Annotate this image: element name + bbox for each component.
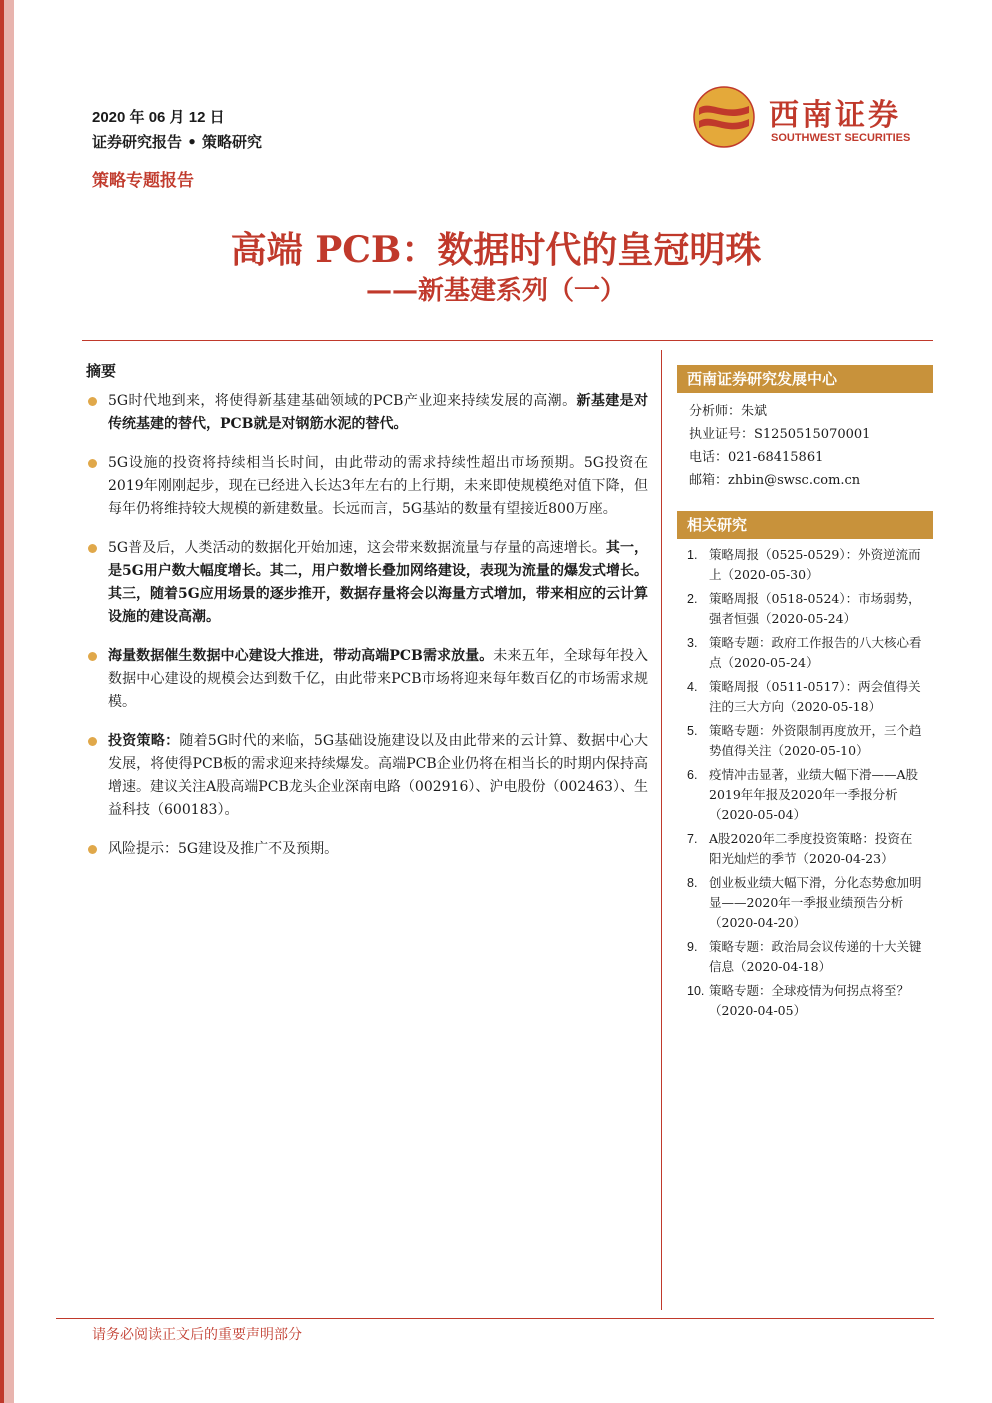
footer-notice: 请务必阅读正文后的重要声明部分: [92, 1327, 302, 1343]
related-research-item[interactable]: 6. 疫情冲击显著，业绩大幅下滑——A股2019年年报及2020年一季报分析（2020-05-04）: [687, 767, 919, 822]
bullet-bold-text: 新基建是对传统基建的替代，PCB就是对钢筋水泥的替代。: [108, 393, 648, 432]
related-research-panel: [677, 511, 933, 1025]
bullet-dot-icon: [88, 845, 97, 854]
left-accent-bar: [0, 0, 14, 1403]
related-research-item[interactable]: 4. 策略周报（0511-0517）：两会值得关注的三大方向（2020-05-18）: [687, 679, 921, 714]
abstract-bullet: [86, 452, 648, 521]
bullet-text: 随着5G时代的来临，5G基础设施建设以及由此带来的云计算、数据中心大发展，将使得PCB板的需求迎来持续爆发。高端PCB企业仍将在相当长的时期内保持高增速。建议关注A股高端PCB龙头企业深南电路（002916）、沪电股份（002463）、生益科技（600183）。: [108, 733, 649, 818]
related-research-header: 相关研究: [677, 511, 933, 539]
related-research-item[interactable]: 1. 策略周报（0525-0529）：外资逆流而上（2020-05-30）: [687, 547, 921, 582]
related-research-item[interactable]: 8. 创业板业绩大幅下滑，分化态势愈加明显——2020年一季报业绩预告分析（2020-04-20）: [687, 875, 922, 930]
company-logo: [693, 86, 933, 152]
abstract-bullet: [86, 838, 648, 861]
header-divider: [82, 340, 933, 341]
column-divider: [661, 350, 662, 1310]
bullet-text: 5G设施的投资将持续相当长时间，由此带动的需求持续性超出市场预期。5G投资在2019年刚刚起步，现在已经进入长达3年左右的上行期，未来即使规模绝对值下降，但每年仍将维持较大规模的新建数量。长远而言，5G基站的数量有望接近800万座。: [108, 455, 648, 517]
abstract-bullet: [86, 390, 648, 436]
bullet-text: 5G普及后，人类活动的数据化开始加速，这会带来数据流量与存量的高速增长。: [108, 540, 606, 556]
related-research-item[interactable]: 10. 策略专题：全球疫情为何拐点将至？（2020-04-05）: [687, 983, 910, 1018]
bullet-dot-icon: [88, 737, 97, 746]
bullet-dot-icon: [88, 544, 97, 553]
report-series: 证券研究报告 • 策略研究: [92, 133, 263, 151]
bullet-bold-text: 其一，是5G用户数大幅度增长。其二，用户数增长叠加网络建设，表现为流量的爆发式增长。其三，随着5G应用场景的逐步推开，数据存量将会以海量方式增加，带来相应的云计算设施的建设高潮。: [108, 540, 649, 625]
abstract-bullet: [86, 645, 648, 714]
report-subtitle: ——新基建系列（一）: [365, 276, 626, 306]
bullet-dot-icon: [88, 652, 97, 661]
logo-english-name: SOUTHWEST SECURITIES: [771, 132, 911, 144]
bullet-bold-text: 投资策略：: [108, 733, 180, 749]
bullet-bold-text: 海量数据催生数据中心建设大推进，带动高端PCB需求放量。: [108, 648, 494, 664]
analyst-info: [677, 393, 933, 492]
report-date: 2020 年 06 月 12 日: [92, 109, 225, 126]
related-research-item[interactable]: 5. 策略专题：外资限制再度放开，三个趋势值得关注（2020-05-10）: [687, 723, 922, 758]
analyst-license: 执业证号：S1250515070001: [689, 427, 871, 442]
analyst-name: 分析师：朱斌: [689, 404, 768, 419]
related-research-item[interactable]: 7. A股2020年二季度投资策略：投资在阳光灿烂的季节（2020-04-23）: [687, 831, 913, 866]
analyst-panel: [677, 365, 933, 492]
bullet-text: 5G时代地到来，将使得新基建基础领域的PCB产业迎来持续发展的高潮。: [108, 393, 577, 409]
analyst-phone: 电话：021-68415861: [689, 450, 824, 465]
bullet-dot-icon: [88, 397, 97, 406]
bullet-dot-icon: [88, 459, 97, 468]
bullet-text: 风险提示：5G建设及推广不及预期。: [108, 841, 339, 857]
logo-mark-icon: [693, 86, 755, 148]
report-title: 高端 PCB：数据时代的皇冠明珠: [230, 229, 762, 271]
analyst-email[interactable]: 邮箱：zhbin@swsc.com.cn: [689, 473, 861, 488]
abstract-bullet: [86, 537, 648, 629]
footer-divider: [56, 1318, 934, 1319]
abstract-heading: 摘要: [86, 362, 117, 380]
related-research-list: [677, 545, 933, 1021]
related-research-item[interactable]: 3. 策略专题：政府工作报告的八大核心看点（2020-05-24）: [687, 635, 922, 670]
abstract-bullet: [86, 730, 648, 822]
research-center-header: 西南证券研究发展中心: [677, 365, 933, 393]
abstract-bullets: [86, 390, 648, 877]
logo-chinese-name: 西南证券: [769, 98, 901, 133]
report-type: 策略专题报告: [92, 171, 194, 191]
bullet-text: 未来五年，全球每年投入数据中心建设的规模会达到数千亿，由此带来PCB市场将迎来每年数百亿的市场需求规模。: [108, 648, 648, 710]
related-research-item[interactable]: 2. 策略周报（0518-0524）：市场弱势，强者恒强（2020-05-24）: [687, 591, 921, 626]
related-research-item[interactable]: 9. 策略专题：政治局会议传递的十大关键信息（2020-04-18）: [687, 939, 922, 974]
